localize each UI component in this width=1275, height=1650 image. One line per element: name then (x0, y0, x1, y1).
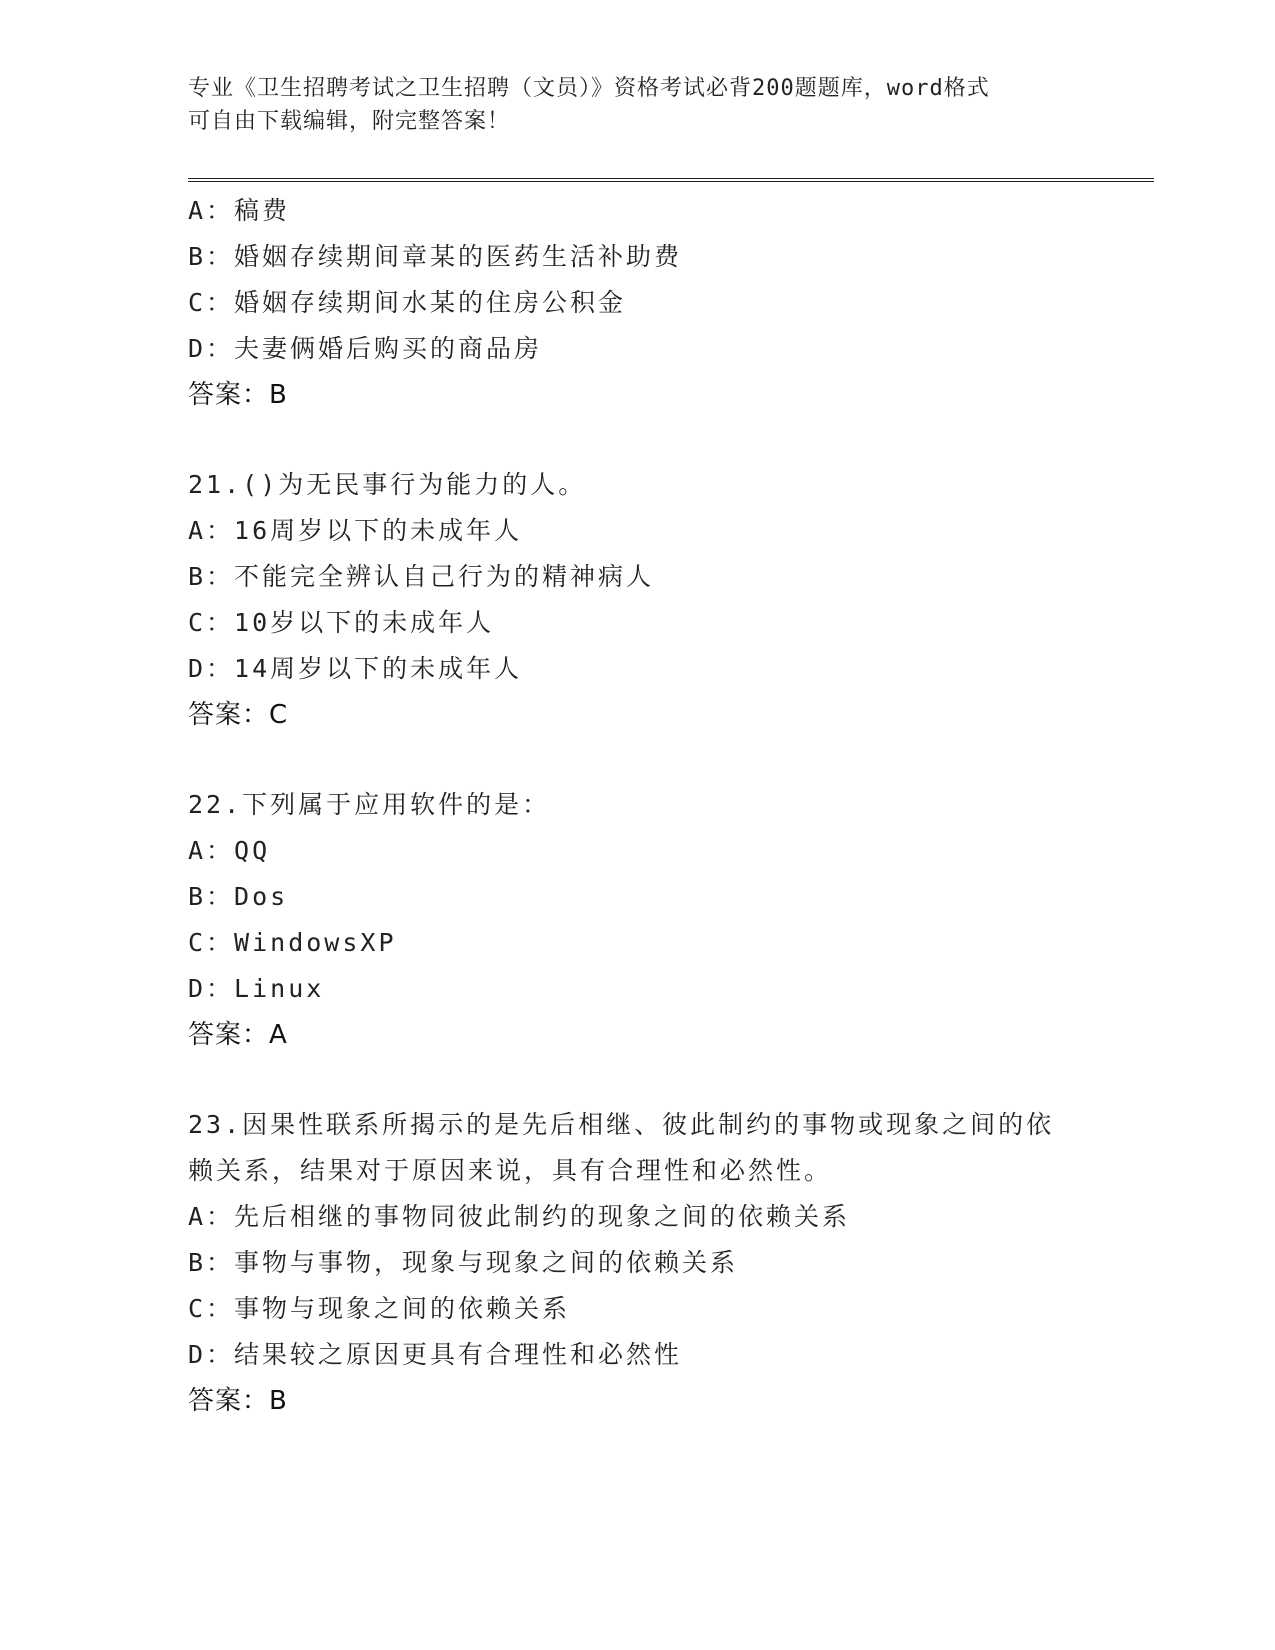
option-c: C：WindowsXP (188, 928, 397, 957)
option-a: A：16周岁以下的未成年人 (188, 516, 523, 545)
question-23 (188, 1102, 1088, 1424)
header-line-2: 可自由下载编辑，附完整答案！ (188, 109, 511, 134)
question-text-line-2: 赖关系，结果对于原因来说，具有合理性和必然性。 (188, 1156, 833, 1185)
header-divider (188, 178, 1154, 182)
option-c: C：事物与现象之间的依赖关系 (188, 1294, 571, 1323)
answer: 答案：B (188, 380, 288, 410)
option-a: A：先后相继的事物同彼此制约的现象之间的依赖关系 (188, 1202, 851, 1231)
option-d: D：夫妻俩婚后购买的商品房 (188, 334, 543, 363)
question-text: 22.下列属于应用软件的是： (188, 790, 551, 819)
option-a: A：QQ (188, 836, 271, 865)
answer: 答案：C (188, 700, 289, 730)
question-text-line-1: 23.因果性联系所揭示的是先后相继、彼此制约的事物或现象之间的依 (188, 1110, 1055, 1139)
option-b: B：婚姻存续期间章某的医药生活补助费 (188, 242, 683, 271)
option-c: C：10岁以下的未成年人 (188, 608, 495, 637)
option-b: B：Dos (188, 882, 289, 911)
document-header (188, 72, 1088, 138)
option-d: D：14周岁以下的未成年人 (188, 654, 523, 683)
option-d: D：结果较之原因更具有合理性和必然性 (188, 1340, 683, 1369)
question-20 (188, 188, 1088, 418)
question-text: 21.()为无民事行为能力的人。 (188, 470, 587, 499)
question-21 (188, 462, 1088, 738)
option-b: B：事物与事物，现象与现象之间的依赖关系 (188, 1248, 739, 1277)
option-b: B：不能完全辨认自己行为的精神病人 (188, 562, 655, 591)
answer: 答案：A (188, 1020, 288, 1050)
option-c: C：婚姻存续期间水某的住房公积金 (188, 288, 627, 317)
option-a: A：稿费 (188, 196, 291, 225)
option-d: D：Linux (188, 974, 325, 1003)
question-list (188, 188, 1088, 1424)
question-22 (188, 782, 1088, 1058)
header-line-1: 专业《卫生招聘考试之卫生招聘（文员）》资格考试必背200题题库，word格式 (188, 76, 990, 101)
answer: 答案：B (188, 1386, 288, 1416)
